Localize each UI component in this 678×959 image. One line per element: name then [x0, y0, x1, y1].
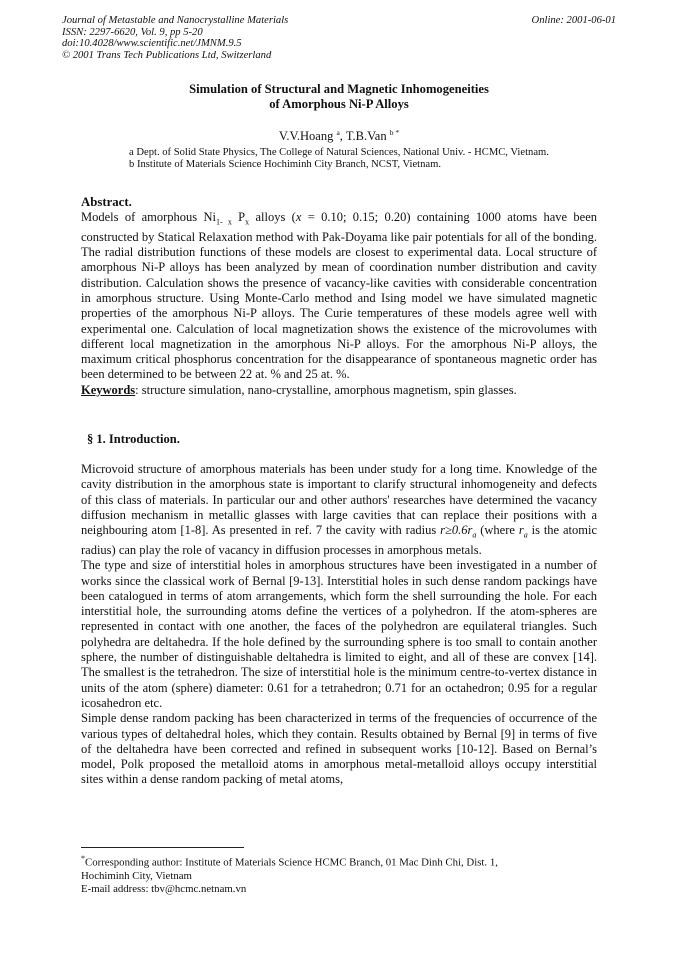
- title-line-1: Simulation of Structural and Magnetic Inhomogeneities: [189, 82, 489, 96]
- footnote: [81, 852, 601, 896]
- abstract-heading: Abstract.: [81, 195, 132, 209]
- footnote-mark: *: [81, 854, 85, 863]
- title-line-2: of Amorphous Ni-P Alloys: [269, 97, 409, 111]
- affiliation-b: b Institute of Materials Science Hochiminh City Branch, NCST, Vietnam.: [129, 159, 442, 170]
- subscript: 1- x: [215, 217, 232, 227]
- footnote-email: E-mail address: tbv@hcmc.netnam.vn: [81, 882, 247, 895]
- intro-text: Microvoid structure of amorphous materials has been under study for a long time. Knowledge of the cavity distribution in the amorphous state is important to clarify structural inhomogeneity and defects of this class of materials. In particular our and other authors' researches have determined the vacancy diffusion mechanism in metallic glasses with large cavities that can replace their positions with a neighbouring atom [1-8]. As presented in ref. 7 the cavity with radius: [81, 462, 597, 538]
- keywords-label: Keywords: [81, 382, 136, 397]
- abstract-text: alloys (: [249, 210, 296, 224]
- affiliation-a: a Dept. of Solid State Physics, The College of Natural Sciences, National Univ. - HCMC, Vietnam.: [129, 147, 549, 158]
- abstract-body: [81, 210, 597, 398]
- abstract-text: Models of amorphous Ni: [81, 210, 216, 224]
- keywords-text: : structure simulation, nano-crystalline, amorphous magnetism, spin glasses.: [135, 382, 517, 397]
- journal-header: [62, 15, 288, 61]
- subscript: x: [245, 217, 250, 227]
- keywords-line: [81, 383, 597, 398]
- paper-title: [0, 82, 678, 112]
- abstract-text: = 0.10; 0.15; 0.20) containing 1000 atoms have been constructed by Statical Relaxation method with Pak-Doyama like pair potentials for all of the bonding. The radial distribution functions of these models are closest to experimental data. Local structure of amorphous Ni-P alloys has been analyzed by mean of coordination number distribution and cavity distribution. Calculation shows the presence of vacancy-like cavities with considerable concentration in amorphous structure. Using Monte-Carlo method and Ising model we have simulated magnetic properties of the amorphous Ni-P alloys. The Curie temperatures of these models agree well with experimental one. Calculation of local magnetization shows the existence of the microvolumes with different local magnetization in the amorphous Ni-P alloys. For the amorphous Ni-P alloys, the maximum critical phosphorus concentration for the disappearance of spontaneous magnetic order has been determined to be between 22 at. % and 25 at. %.: [81, 210, 597, 382]
- journal-copyright: © 2001 Trans Tech Publications Ltd, Switzerland: [62, 49, 272, 61]
- intro-text: (where: [476, 523, 519, 538]
- footnote-line-1: [81, 852, 601, 870]
- subscript: a: [523, 530, 528, 540]
- intro-paragraph-1: [81, 462, 597, 558]
- author-2-affil-mark: b *: [389, 128, 400, 137]
- italic-variable: x: [295, 210, 302, 224]
- journal-name: Journal of Metastable and Nanocrystalline Materials: [62, 15, 289, 26]
- abstract-text: P: [231, 210, 246, 224]
- author-1-affil-mark: a: [336, 128, 340, 137]
- author-list: [0, 128, 678, 144]
- italic-variable: r: [518, 523, 524, 538]
- introduction-body: [81, 462, 597, 788]
- footnote-divider: [81, 847, 244, 848]
- journal-doi: doi:10.4028/www.scientific.net/JMNM.9.5: [62, 38, 242, 50]
- intro-paragraph-2: The type and size of interstitial holes in amorphous structures have been investigated in a number of works since the classical work of Bernal [9-13]. Interstitial holes in such dense random packings have been catalogued in terms of atom arrangements, which form the shell surrounding the hole. For each interstitial hole, the surrounding atoms define the vertices of a polyhedron. If the atom-spheres are represented in contact with one another, the faces of the polyhedron are equilateral triangles. Such polyhedra are deltahedra. If the hole defined by the surrounding sphere is too small to contain another sphere, the number of distinguishable deltahedra is limited to eight, and all of these are convex [14]. The smallest is the tetrahedron. The size of interstitial hole is the minimum centre-to-vertex distance in units of the atom (sphere) diameter: 0.61 for a tetrahedron; 0.71 for an octahedron; 0.95 for a regular icosahedron etc.: [81, 558, 597, 710]
- author-separator: ,: [339, 129, 346, 144]
- online-date: Online: 2001-06-01: [531, 15, 616, 26]
- subscript: a: [472, 530, 477, 540]
- section-heading: § 1. Introduction.: [87, 432, 180, 446]
- author-1: V.V.Hoang: [278, 129, 334, 144]
- footnote-line-2: Hochiminh City, Vietnam: [81, 869, 192, 882]
- italic-variable: r≥0.6r: [440, 523, 473, 538]
- intro-text: is the atomic radius) can play the role of vacancy in diffusion processes in amorphous metals.: [81, 523, 598, 557]
- abstract-paragraph: [81, 210, 597, 383]
- intro-paragraph-3: Simple dense random packing has been characterized in terms of the frequencies of occurrence of the various types of deltahedral holes, which they contain. Results obtained by Bernal [9] in terms of five of the deltahedra have been corrected and refined in subsequent works [10-12]. Based on Bernal’s model, Polk proposed the metalloid atoms in amorphous metal-metalloid alloys occupy interstitial sites within a dense random packing of metal atoms,: [81, 711, 597, 787]
- footnote-text: Corresponding author: Institute of Materials Science HCMC Branch, 01 Mac Dinh Chi, Dist. 1,: [85, 856, 498, 869]
- author-2: T.B.Van: [345, 129, 387, 144]
- journal-issn: ISSN: 2297-6620, Vol. 9, pp 5-20: [62, 26, 203, 38]
